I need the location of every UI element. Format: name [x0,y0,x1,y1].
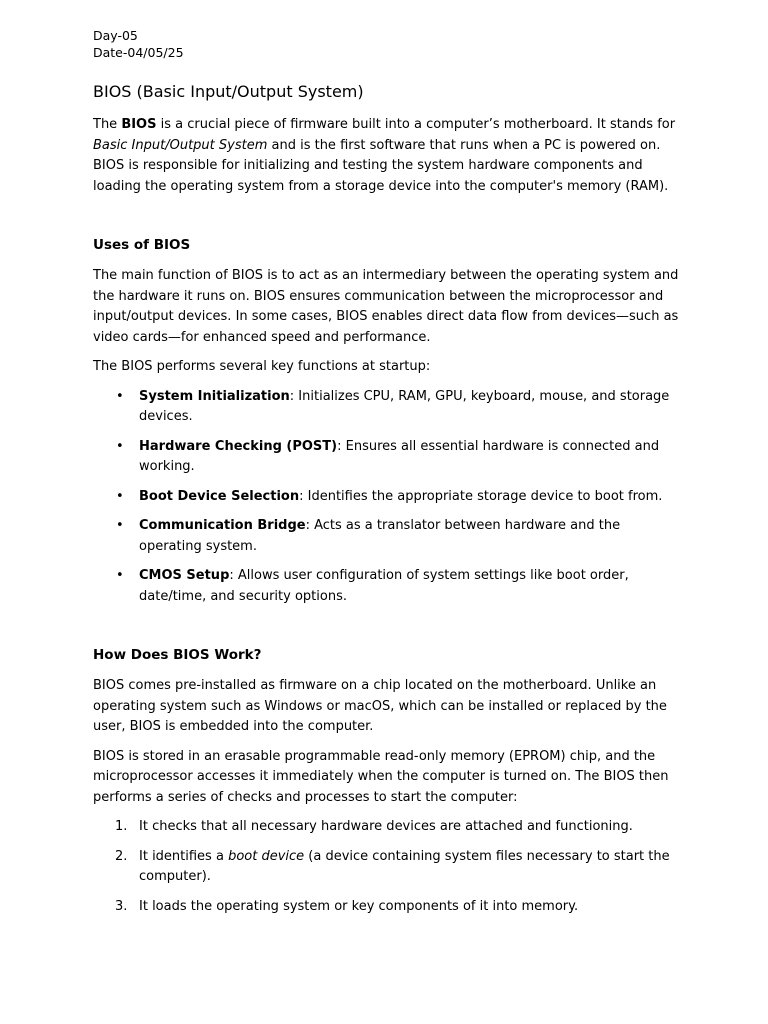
intro-text-prefix: The [93,117,122,132]
steps-list [93,817,683,917]
date-label: Date-04/05/25 [93,45,184,60]
step-number: 3. [115,898,128,914]
list-item-desc: : Allows user configuration of system settings like boot order, date/time, and security options. [139,568,629,604]
intro-text-suffix: and is the first software that runs when a PC is powered on. BIOS is responsible for initializing and testing the system hardware components and loading the operating system from a storage device into the computer's memory (RAM). [93,137,669,194]
list-item [116,516,683,557]
intro-paragraph [93,115,683,197]
step-text: It identifies a [139,848,229,864]
bullet-icon: • [116,388,124,404]
list-item [116,387,683,428]
list-item-term: Communication Bridge [139,518,306,533]
step-number: 1. [115,819,128,834]
step-italic: boot device [228,848,305,864]
bullet-icon: • [116,568,124,583]
intro-text-mid: is a crucial piece of firmware built into a computer’s motherboard. It stands for [156,117,676,132]
step-number: 2. [115,848,128,864]
list-item-term: Hardware Checking (POST) [139,438,338,454]
list-item-desc: : Acts as a translator between hardware and the operating system. [139,518,621,554]
intro-bios-term: BIOS [121,117,157,132]
step-text-suffix: (a device containing system files necessary to start the computer). [139,848,670,884]
how-paragraph-1: BIOS comes pre-installed as firmware on a chip located on the motherboard. Unlike an operating system such as Windows or macOS, which can be installed or replaced by the user, BIOS is embedded into the computer. [93,678,667,734]
list-item [116,487,683,508]
list-item-term: System Initialization [139,388,290,404]
bullet-icon: • [116,438,124,454]
list-item-term: Boot Device Selection [139,488,300,504]
list-item-desc: : Initializes CPU, RAM, GPU, keyboard, mouse, and storage devices. [139,388,670,424]
day-label: Day-05 [93,28,138,43]
list-item [115,847,683,888]
uses-paragraph-1: The main function of BIOS is to act as an intermediary between the operating system and the hardware it runs on. BIOS ensures communication between the microprocessor and input/output devices. In some cases, BIOS enables direct data flow from devices—such as video cards—for enhanced speed and performance. [93,268,679,345]
bullet-icon: • [116,488,124,504]
functions-list [93,387,683,608]
how-heading: How Does BIOS Work? [93,647,262,663]
list-item [115,897,683,918]
step-text: It checks that all necessary hardware devices are attached and functioning. [139,819,633,834]
how-paragraph-2: BIOS is stored in an erasable programmable read-only memory (EPROM) chip, and the microprocessor accesses it immediately when the computer is turned on. The BIOS then performs a series of checks and processes to start the computer: [93,748,669,805]
document-page [93,27,683,926]
list-item [115,817,683,838]
intro-expansion: Basic Input/Output System [93,137,268,153]
bullet-icon: • [116,518,124,533]
uses-paragraph-2: The BIOS performs several key functions at startup: [93,359,431,374]
section-spacer [93,616,683,646]
list-item-desc: : Ensures all essential hardware is connected and working. [139,438,660,474]
list-item [116,566,683,607]
section-spacer [93,206,683,236]
step-text: It loads the operating system or key components of it into memory. [139,898,579,914]
list-item [116,437,683,478]
list-item-term: CMOS Setup [139,568,230,583]
document-title: BIOS (Basic Input/Output System) [93,82,364,101]
list-item-desc: : Identifies the appropriate storage device to boot from. [299,488,663,504]
uses-heading: Uses of BIOS [93,237,191,253]
